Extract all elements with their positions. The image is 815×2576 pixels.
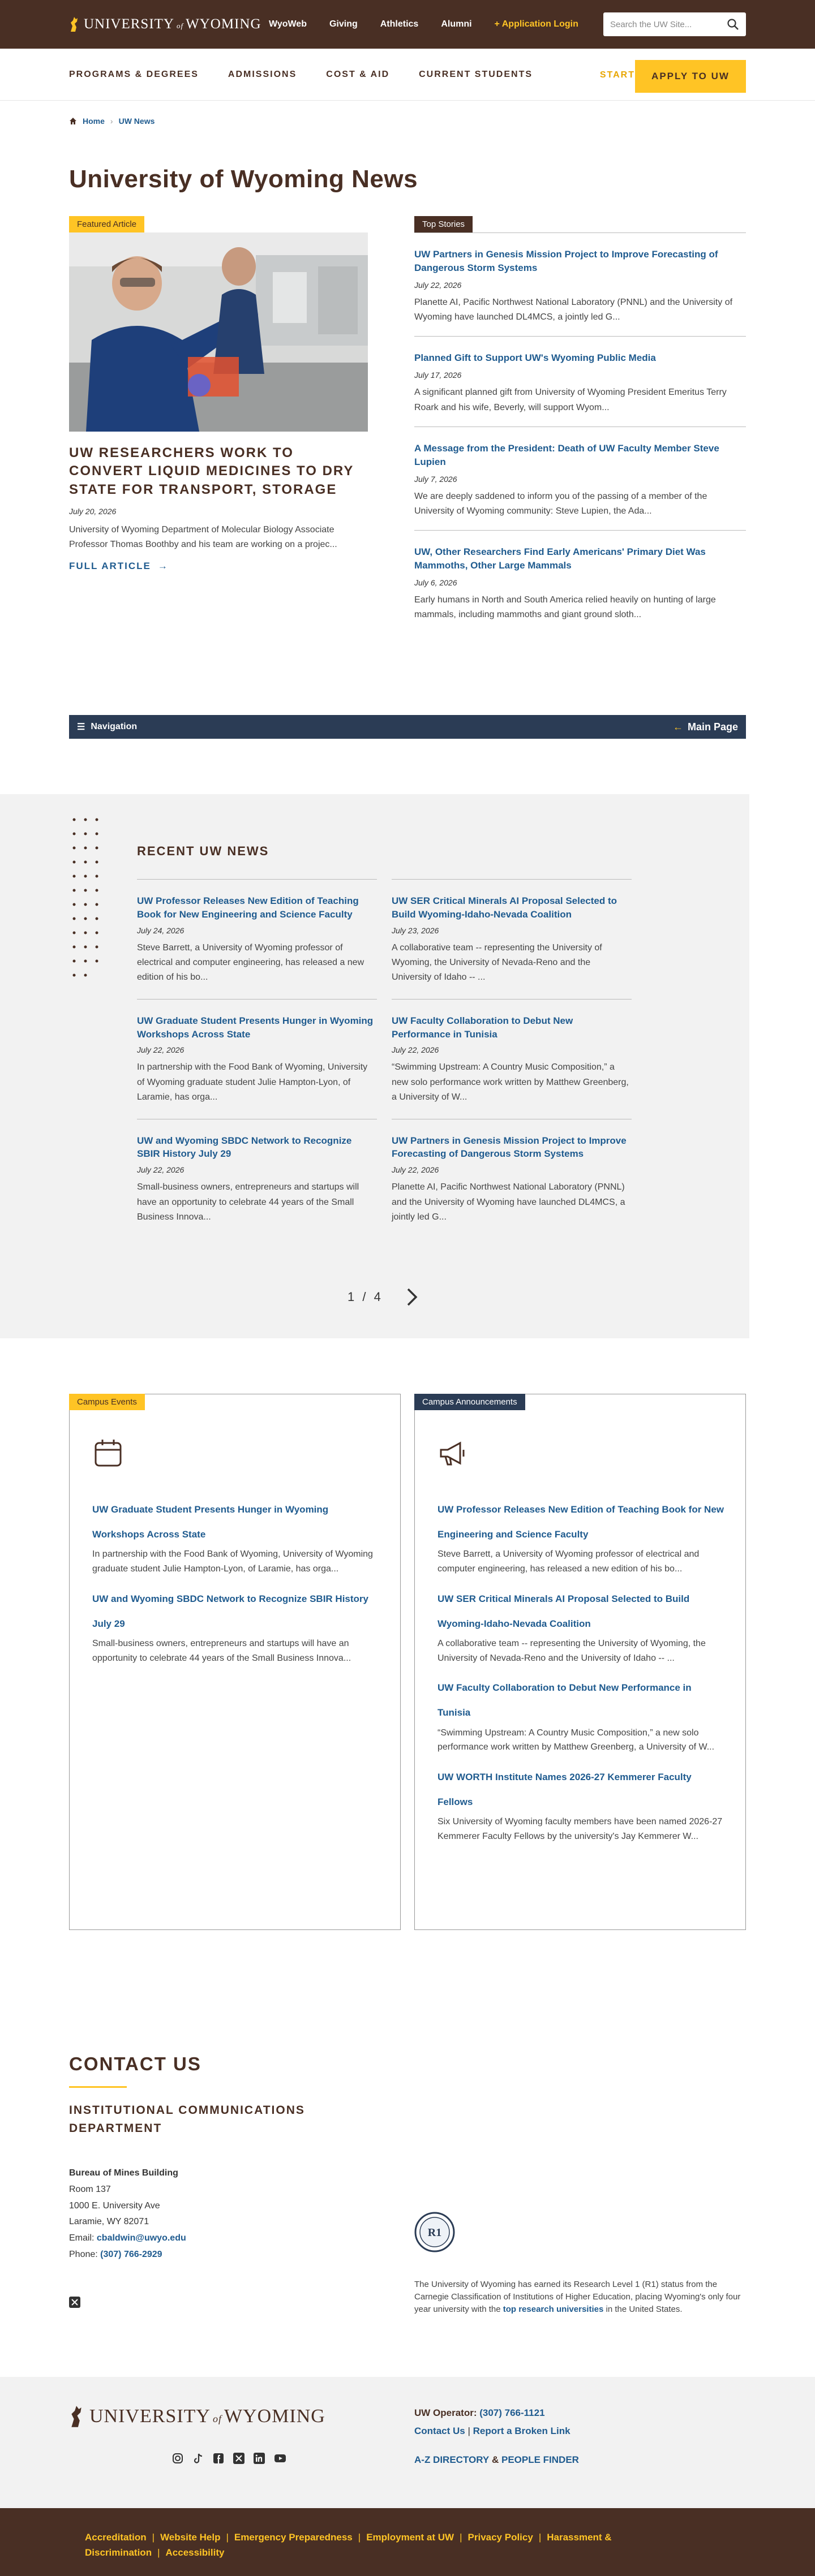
announcement-summary: Steve Barrett, a University of Wyoming professor of electrical and computer engineering, has released a new edition of his bo... xyxy=(437,1549,700,1574)
search-icon[interactable] xyxy=(727,18,739,31)
news-date: July 22, 2026 xyxy=(392,1165,439,1175)
footer xyxy=(0,2377,815,2508)
link-alumni[interactable]: Alumni xyxy=(441,19,472,29)
event-summary: Small-business owners, entrepreneurs and startups will have an opportunity to celebrate 44 years of the Small Business Innova... xyxy=(92,1638,351,1663)
news-summary: In partnership with the Food Bank of Wyoming, University of Wyoming graduate student Julie Hampton-Lyon, of Laramie, has orga... xyxy=(137,1062,368,1102)
featured-summary: University of Wyoming Department of Molecular Biology Associate Professor Thomas Boothby and his team are working on a projec... xyxy=(69,525,337,549)
tiktok-icon[interactable] xyxy=(192,2453,204,2464)
story-title[interactable]: A Message from the President: Death of UW Faculty Member Steve Lupien xyxy=(414,442,719,467)
youtube-icon[interactable] xyxy=(274,2453,286,2464)
dot-grid-decoration xyxy=(71,817,100,987)
list-item xyxy=(392,999,632,1119)
list-item xyxy=(137,879,377,999)
list-item xyxy=(137,999,377,1119)
nav-current-students[interactable]: CURRENT STUDENTS xyxy=(419,69,533,79)
link-wyoweb[interactable]: WyoWeb xyxy=(269,19,307,29)
heading-underline xyxy=(69,2086,127,2088)
nav-cost-aid[interactable]: COST & AID xyxy=(326,69,390,79)
social-links xyxy=(172,2453,286,2464)
news-date: July 22, 2026 xyxy=(392,1045,439,1055)
home-icon xyxy=(69,117,77,125)
story-summary: A significant planned gift from University of Wyoming President Emeritus Terry Roark and his wife, Beverly, will support Wyom... xyxy=(414,387,727,412)
nav-programs-degrees[interactable]: PROGRAMS & DEGREES xyxy=(69,69,199,79)
story-date: July 22, 2026 xyxy=(414,280,462,290)
contact-heading: CONTACT US xyxy=(69,2053,201,2074)
story-summary: We are deeply saddened to inform you of the passing of a member of the University of Wyoming community: Steve Lupien, the Ada... xyxy=(414,491,707,516)
news-title[interactable]: UW Professor Releases New Edition of Teaching Book for New Engineering and Science Faculty xyxy=(137,895,359,920)
link-giving[interactable]: Giving xyxy=(329,19,358,29)
campus-announcements-tag: Campus Announcements xyxy=(414,1394,525,1410)
list-item xyxy=(414,427,746,531)
list-item xyxy=(437,1497,726,1576)
link-harassment-discrimination[interactable]: Harassment & Discrimination xyxy=(85,2532,612,2558)
story-title[interactable]: UW, Other Researchers Find Early Americans' Primary Diet Was Mammoths, Other Large Mammals xyxy=(414,546,706,571)
campus-announcements-box xyxy=(414,1394,746,1930)
section-navigation-bar xyxy=(69,715,746,739)
featured-title[interactable]: UW RESEARCHERS WORK TO CONVERT LIQUID MEDICINES TO DRY STATE FOR TRANSPORT, STORAGE xyxy=(69,445,354,497)
featured-article xyxy=(69,216,368,572)
bucking-horse-icon xyxy=(69,16,79,33)
main-nav xyxy=(0,49,815,101)
room: Room 137 xyxy=(69,2184,111,2194)
news-summary: Planette AI, Pacific Northwest National Laboratory (PNNL) and the University of Wyoming have launched DL4MCS, a jointly led G... xyxy=(392,1182,625,1222)
operator-phone[interactable]: (307) 766-1121 xyxy=(479,2407,545,2418)
full-article-link[interactable]: FULL ARTICLE → xyxy=(69,561,169,572)
phone-link[interactable]: (307) 766-2929 xyxy=(100,2249,162,2259)
announcement-title[interactable]: UW Professor Releases New Edition of Teaching Book for New Engineering and Science Faculty xyxy=(437,1504,724,1540)
link-privacy-policy[interactable]: Privacy Policy xyxy=(467,2532,533,2543)
announcement-summary: Six University of Wyoming faculty members have been named 2026-27 Kemmerer Faculty Fellows by the university's Jay Kemmerer W... xyxy=(437,1817,723,1841)
arrow-left-icon: ← xyxy=(672,721,683,733)
story-date: July 17, 2026 xyxy=(414,371,462,380)
main-page-link[interactable]: ← Main Page xyxy=(672,721,738,733)
list-item xyxy=(414,531,746,634)
news-title[interactable]: UW and Wyoming SBDC Network to Recognize SBIR History July 29 xyxy=(137,1135,352,1160)
featured-date: July 20, 2026 xyxy=(69,507,117,516)
pagination xyxy=(348,1287,418,1307)
news-title[interactable]: UW Graduate Student Presents Hunger in Wyoming Workshops Across State xyxy=(137,1015,374,1040)
az-directory-link[interactable]: A-Z DIRECTORY xyxy=(414,2454,490,2465)
search-placeholder: Search the UW Site... xyxy=(610,19,692,29)
announcement-title[interactable]: UW Faculty Collaboration to Debut New Performance in Tunisia xyxy=(437,1682,692,1718)
street: 1000 E. University Ave xyxy=(69,2200,160,2211)
top-research-universities-link[interactable]: top research universities xyxy=(503,2304,604,2314)
story-summary: Early humans in North and South America relied heavily on hunting of large mammals, including mammoths and giant ground sloth... xyxy=(414,595,716,620)
email-link[interactable]: cbaldwin@uwyo.edu xyxy=(96,2233,186,2243)
news-date: July 22, 2026 xyxy=(137,1165,185,1175)
announcement-title[interactable]: UW SER Critical Minerals AI Proposal Selected to Build Wyoming-Idaho-Nevada Coalition xyxy=(437,1593,690,1629)
news-summary: Small-business owners, entrepreneurs and startups will have an opportunity to celebrate 44 years of the Small Business Innova... xyxy=(137,1182,359,1222)
navigation-toggle[interactable]: ☰ Navigation xyxy=(77,722,138,732)
megaphone-icon xyxy=(437,1437,469,1469)
linkedin-icon[interactable] xyxy=(254,2453,265,2464)
news-date: July 22, 2026 xyxy=(137,1045,185,1055)
report-broken-link[interactable]: Report a Broken Link xyxy=(473,2426,570,2437)
list-item xyxy=(137,1119,377,1239)
news-title[interactable]: UW SER Critical Minerals AI Proposal Selected to Build Wyoming-Idaho-Nevada Coalition xyxy=(392,895,617,920)
story-summary: Planette AI, Pacific Northwest National Laboratory (PNNL) and the University of Wyoming have launched DL4MCS, a jointly led G... xyxy=(414,297,733,322)
link-accreditation[interactable]: Accreditation xyxy=(85,2532,147,2543)
breadcrumb-current[interactable]: UW News xyxy=(118,117,155,126)
contact-us-link[interactable]: Contact Us xyxy=(414,2426,465,2437)
link-accessibility[interactable]: Accessibility xyxy=(165,2547,225,2558)
announcement-summary: “Swimming Upstream: A Country Music Composition,” a new solo performance work written by Matthew Greenberg, a University of W... xyxy=(437,1728,715,1752)
r1-statement: The University of Wyoming has earned its Research Level 1 (R1) status from the Carnegie Classification of Institutions of Higher Education, placing Wyoming's only four year university with the top research universities in the United States. xyxy=(414,2280,741,2314)
apply-button[interactable]: APPLY TO UW xyxy=(635,60,746,93)
building-name: Bureau of Mines Building xyxy=(69,2168,178,2178)
breadcrumb-separator: › xyxy=(110,117,113,126)
facebook-icon[interactable] xyxy=(213,2453,224,2464)
footer-links: UW Operator: (307) 766-1121 Contact Us | Report a Broken Link A-Z DIRECTORY & PEOPLE FINDER xyxy=(414,2407,579,2465)
event-title[interactable]: UW and Wyoming SBDC Network to Recognize SBIR History July 29 xyxy=(92,1593,369,1629)
featured-image[interactable] xyxy=(69,232,368,432)
news-date: July 23, 2026 xyxy=(392,925,439,935)
event-summary: In partnership with the Food Bank of Wyoming, University of Wyoming graduate student Julie Hampton-Lyon, of Laramie, has orga... xyxy=(92,1549,373,1574)
contact-address: Bureau of Mines Building Room 137 1000 E. University Ave Laramie, WY 82071 Email: cbaldwin@uwyo.edu Phone: (307) 766-2929 xyxy=(69,2165,746,2263)
x-social-icon[interactable] xyxy=(233,2453,244,2464)
link-athletics[interactable]: Athletics xyxy=(380,19,419,29)
search-input[interactable] xyxy=(603,12,746,36)
story-date: July 6, 2026 xyxy=(414,578,457,587)
link-emergency-preparedness[interactable]: Emergency Preparedness xyxy=(234,2532,353,2543)
page-indicator: 1 / 4 xyxy=(348,1290,383,1304)
list-item xyxy=(437,1587,726,1666)
list-item xyxy=(414,233,746,337)
news-summary: “Swimming Upstream: A Country Music Composition,” a new solo performance work written by Matthew Greenberg, a University of W... xyxy=(392,1062,629,1102)
bottom-bar: Accreditation | Website Help | Emergency Preparedness | Employment at UW | Privacy Policy | Harassment & Discrimination | Accessibility xyxy=(0,2508,815,2576)
event-title[interactable]: UW Graduate Student Presents Hunger in Wyoming Workshops Across State xyxy=(92,1504,329,1540)
news-title[interactable]: UW Partners in Genesis Mission Project to Improve Forecasting of Dangerous Storm Systems xyxy=(392,1135,627,1160)
arrow-right-icon: → xyxy=(157,561,169,572)
campus-events-tag: Campus Events xyxy=(69,1394,145,1410)
breadcrumb-home[interactable]: Home xyxy=(83,117,105,126)
news-title[interactable]: UW Faculty Collaboration to Debut New Performance in Tunisia xyxy=(392,1015,573,1040)
people-finder-link[interactable]: PEOPLE FINDER xyxy=(501,2454,579,2465)
recent-news-heading: RECENT UW NEWS xyxy=(137,844,269,858)
link-website-help[interactable]: Website Help xyxy=(160,2532,221,2543)
featured-tag: Featured Article xyxy=(69,216,144,232)
utility-links xyxy=(269,0,578,49)
r1-badge xyxy=(414,2212,455,2252)
list-item xyxy=(92,1587,381,1666)
news-summary: Steve Barrett, a University of Wyoming professor of electrical and computer engineering, has released a new edition of his bo... xyxy=(137,942,364,983)
nav-admissions[interactable]: ADMISSIONS xyxy=(228,69,297,79)
campus-events-box xyxy=(69,1394,401,1930)
breadcrumb xyxy=(0,117,815,126)
next-page-icon[interactable] xyxy=(406,1287,418,1307)
recent-news-section xyxy=(0,794,749,1338)
story-title[interactable]: Planned Gift to Support UW's Wyoming Public Media xyxy=(414,352,656,364)
news-summary: A collaborative team -- representing the University of Wyoming, the University of Nevada-Reno and the University of Idaho -- ... xyxy=(392,942,602,983)
announcement-summary: A collaborative team -- representing the University of Wyoming, the University of Nevada-Reno and the University of Idaho -- ... xyxy=(437,1638,706,1663)
footer-logo[interactable]: UNIVERSITY of WYOMING xyxy=(69,2404,325,2429)
calendar-icon xyxy=(92,1437,124,1469)
list-item xyxy=(92,1497,381,1576)
story-title[interactable]: UW Partners in Genesis Mission Project to Improve Forecasting of Dangerous Storm Systems xyxy=(414,249,718,273)
city: Laramie, WY 82071 xyxy=(69,2217,149,2227)
x-social-icon[interactable] xyxy=(69,2297,80,2308)
link-employment[interactable]: Employment at UW xyxy=(366,2532,454,2543)
uw-logo[interactable] xyxy=(69,16,261,33)
bucking-horse-icon xyxy=(69,2404,84,2429)
svg-text:R1: R1 xyxy=(427,2226,442,2239)
hamburger-icon: ☰ xyxy=(77,722,85,732)
start-menu[interactable]: START xyxy=(600,69,650,80)
news-date: July 24, 2026 xyxy=(137,925,185,935)
announcement-title[interactable]: UW WORTH Institute Names 2026-27 Kemmerer Faculty Fellows xyxy=(437,1771,692,1807)
list-item xyxy=(437,1675,726,1755)
top-stories xyxy=(414,216,746,634)
page-title: University of Wyoming News xyxy=(69,165,418,193)
list-item xyxy=(392,879,632,999)
story-date: July 7, 2026 xyxy=(414,474,457,484)
list-item xyxy=(414,337,746,427)
logo-wordmark: UNIVERSITY of WYOMING xyxy=(84,16,261,32)
top-stories-tag: Top Stories xyxy=(414,216,473,232)
contact-section xyxy=(69,2053,746,2314)
link-application-login[interactable]: + Application Login xyxy=(494,19,578,29)
list-item xyxy=(392,1119,632,1239)
department-name: INSTITUTIONAL COMMUNICATIONS DEPARTMENT xyxy=(69,2104,305,2135)
top-bar xyxy=(0,0,815,49)
lab-photo xyxy=(69,232,368,432)
list-item xyxy=(437,1765,726,1844)
instagram-icon[interactable] xyxy=(172,2453,183,2464)
